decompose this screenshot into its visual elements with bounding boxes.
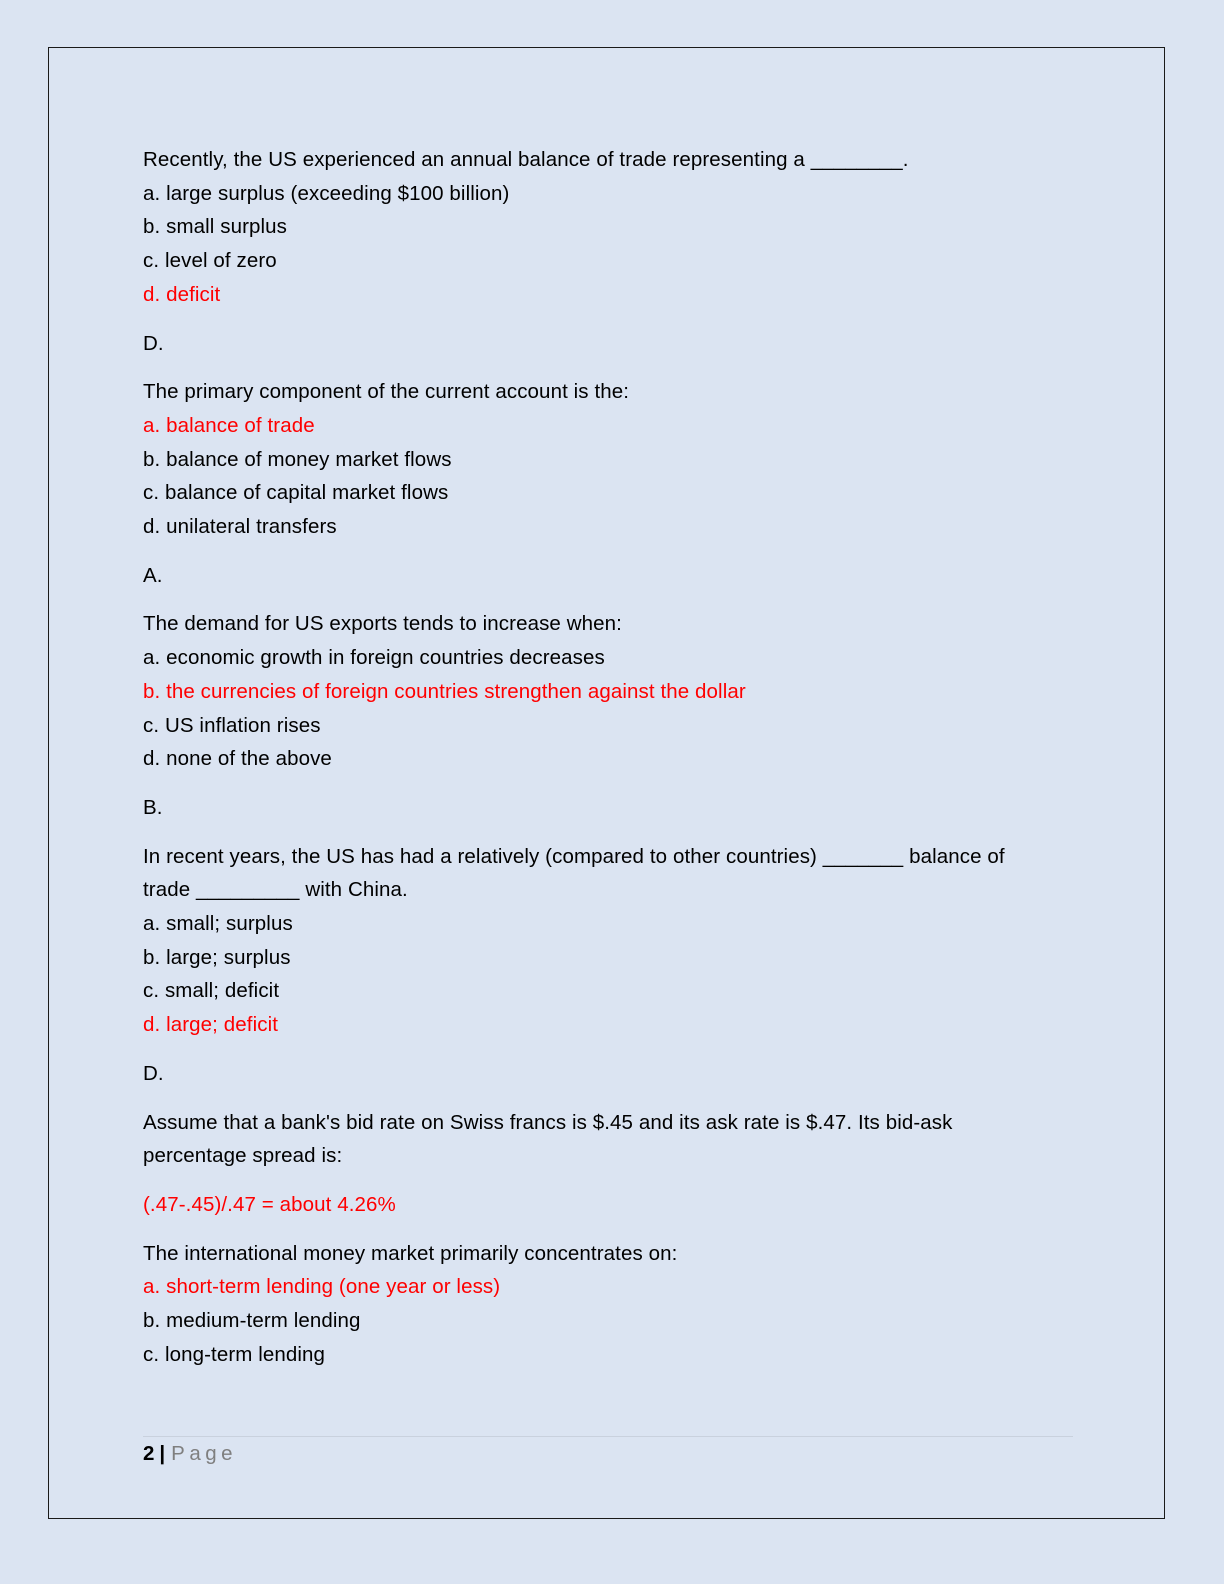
question-stem: The international money market primarily concentrates on: bbox=[143, 1241, 678, 1265]
worked-answer: (.47-.45)/.47 = about 4.26% bbox=[143, 1192, 396, 1216]
document-body bbox=[143, 143, 1078, 1372]
page-number: 2 bbox=[143, 1442, 155, 1465]
question-stem: The demand for US exports tends to increase when: bbox=[143, 612, 622, 636]
option: b. small surplus bbox=[143, 215, 288, 239]
question-stem-continued: trade _________ with China. bbox=[143, 878, 408, 902]
question-block bbox=[143, 143, 1078, 360]
question-block bbox=[143, 607, 1078, 824]
option: a. large surplus (exceeding $100 billion) bbox=[143, 181, 510, 205]
page-footer bbox=[143, 1440, 237, 1468]
correct-option: a. short-term lending (one year or less) bbox=[143, 1275, 501, 1299]
footer-separator: | bbox=[159, 1442, 166, 1465]
option: a. economic growth in foreign countries decreases bbox=[143, 646, 605, 670]
option: c. US inflation rises bbox=[143, 713, 321, 737]
correct-option: b. the currencies of foreign countries strengthen against the dollar bbox=[143, 679, 746, 703]
option: b. balance of money market flows bbox=[143, 447, 452, 471]
correct-option: d. large; deficit bbox=[143, 1013, 279, 1037]
question-stem: The primary component of the current account is the: bbox=[143, 380, 630, 404]
option: c. small; deficit bbox=[143, 979, 280, 1003]
option: c. balance of capital market flows bbox=[143, 481, 449, 505]
option: d. none of the above bbox=[143, 747, 332, 771]
correct-option: d. deficit bbox=[143, 282, 221, 306]
question-stem: Assume that a bank's bid rate on Swiss francs is $.45 and its ask rate is $.47. Its bid-ask bbox=[143, 1110, 953, 1134]
correct-option: a. balance of trade bbox=[143, 413, 315, 437]
answer-key: D. bbox=[143, 331, 164, 355]
answer-key: A. bbox=[143, 563, 163, 587]
option: c. level of zero bbox=[143, 249, 277, 273]
page-label: Page bbox=[171, 1442, 238, 1465]
question-stem: In recent years, the US has had a relatively (compared to other countries) _______ balance of bbox=[143, 844, 1005, 868]
answer-key: B. bbox=[143, 795, 163, 819]
answer-key: D. bbox=[143, 1061, 164, 1085]
question-block bbox=[143, 1106, 1078, 1222]
footer-divider bbox=[143, 1436, 1073, 1437]
option: b. medium-term lending bbox=[143, 1309, 361, 1333]
question-block bbox=[143, 840, 1078, 1091]
option: d. unilateral transfers bbox=[143, 515, 337, 539]
question-stem-continued: percentage spread is: bbox=[143, 1144, 343, 1168]
option: a. small; surplus bbox=[143, 912, 293, 936]
question-block bbox=[143, 1237, 1078, 1372]
question-block bbox=[143, 375, 1078, 592]
option: b. large; surplus bbox=[143, 945, 291, 969]
question-stem: Recently, the US experienced an annual balance of trade representing a ________. bbox=[143, 148, 909, 171]
option: c. long-term lending bbox=[143, 1342, 326, 1366]
